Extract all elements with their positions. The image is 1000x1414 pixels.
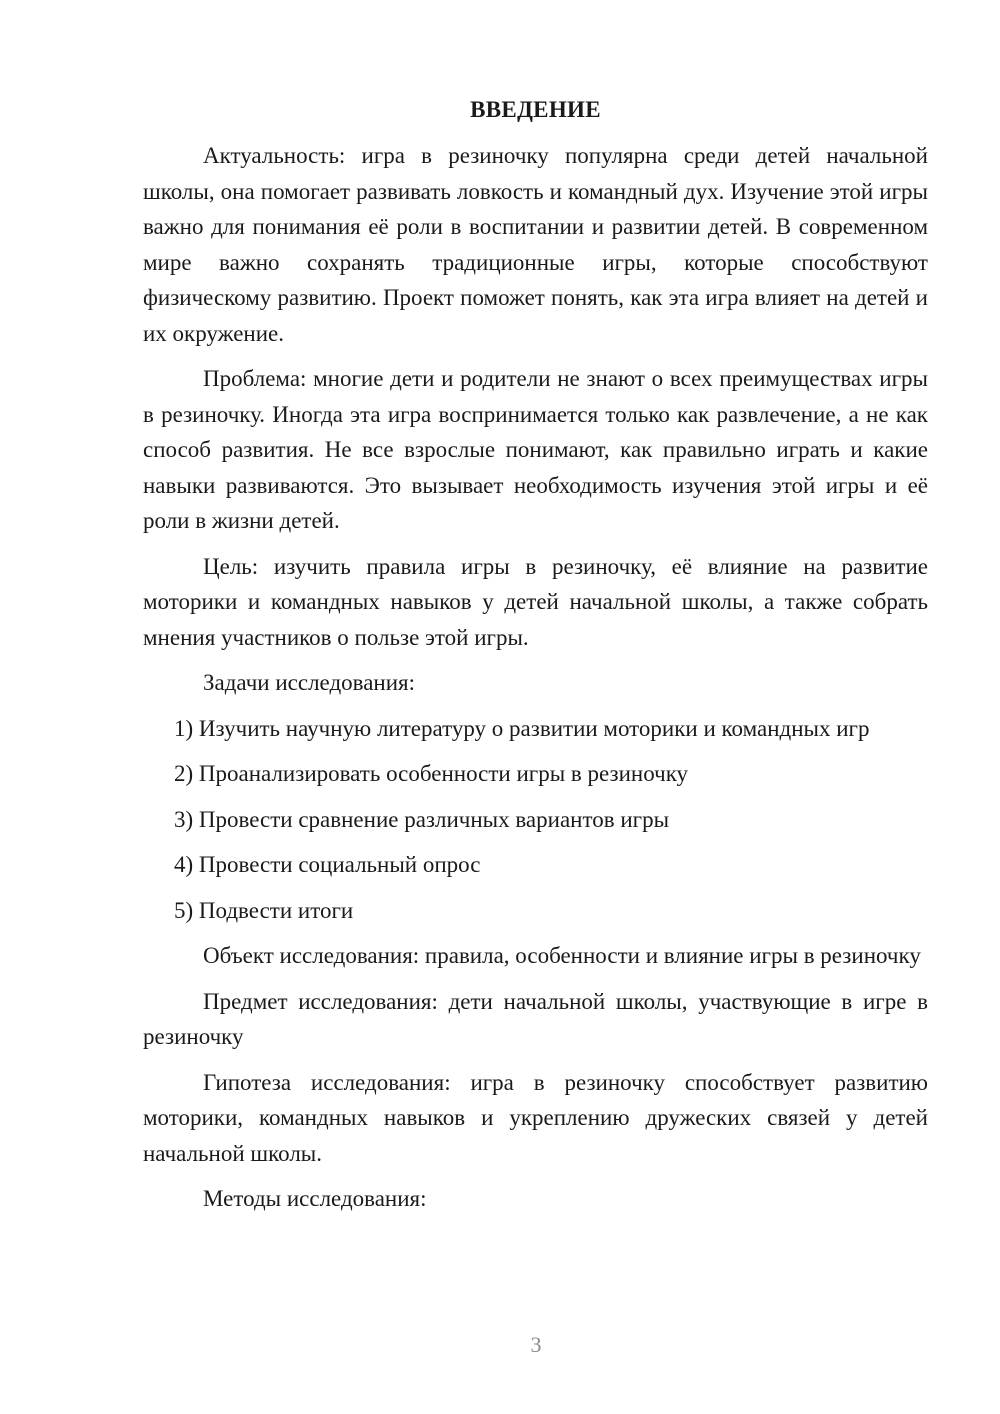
list-item: 5) Подвести итоги: [174, 897, 354, 923]
object-paragraph: Объект исследования: правила, особенности и влияние игры в резиночку: [203, 943, 921, 968]
section-title: ВВЕДЕНИЕ: [470, 97, 601, 122]
page-content: [143, 96, 928, 1217]
methods-heading: Методы исследования:: [203, 1186, 427, 1211]
goal-paragraph: Цель: изучить правила игры в резиночку, её влияние на развитие моторики и командных навыков у детей начальной школы, а также собрать мнения участников о пользе этой игры.: [143, 553, 928, 650]
hypothesis-paragraph: Гипотеза исследования: игра в резиночку способствует развитию моторики, командных навыков и укреплению дружеских связей у детей начальной школы.: [143, 1069, 928, 1166]
list-item: 2) Проанализировать особенности игры в резиночку: [174, 761, 689, 786]
problem-paragraph: Проблема: многие дети и родители не знают о всех преимуществах игры в резиночку. Иногда эта игра воспринимается только как развлечение, а не как способ развития. Не все взрослые понимают, как правильно играть и какие навыки развиваются. Это вызывает необходимость изучения этой игры и её роли в жизни детей.: [143, 366, 928, 533]
list-item: 4) Провести социальный опрос: [174, 852, 481, 877]
subject-paragraph: Предмет исследования: дети начальной школы, участвующие в игре в резиночку: [143, 988, 928, 1049]
relevance-paragraph: Актуальность: игра в резиночку популярна среди детей начальной школы, она помогает развивать ловкость и командный дух. Изучение этой игры важно для понимания её роли в воспитании и развитии детей. В современном мире важно сохранять традиционные игры, которые способствуют физическому развитию. Проект поможет понять, как эта игра влияет на детей и их окружение.: [143, 143, 928, 346]
tasks-heading: Задачи исследования:: [203, 670, 416, 695]
list-item: 1) Изучить научную литературу о развитии моторики и командных игр: [174, 715, 870, 741]
list-item: 3) Провести сравнение различных вариантов игры: [174, 806, 670, 832]
page-number: 3: [530, 1332, 542, 1357]
tasks-list: [143, 711, 928, 929]
